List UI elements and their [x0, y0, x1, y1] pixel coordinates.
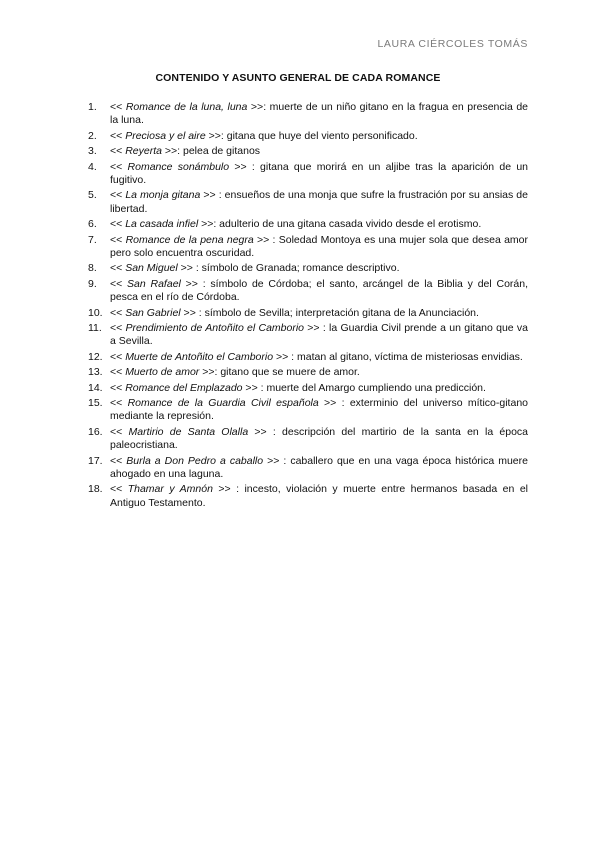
romance-description: : exterminio del universo mítico-gitano mediante la represión.: [110, 397, 528, 423]
list-item: [88, 161, 528, 187]
romance-description: : símbolo de Granada; romance descriptivo.: [192, 262, 400, 275]
romance-title: San Rafael: [127, 277, 181, 290]
item-number: 4.: [88, 160, 97, 173]
close-quote: >>: [248, 425, 267, 438]
item-number: 3.: [88, 145, 97, 158]
close-quote: >>: [205, 129, 221, 142]
list-item: [88, 262, 528, 275]
list-item: [88, 426, 528, 452]
open-quote: <<: [110, 218, 126, 231]
close-quote: >>: [304, 322, 320, 335]
item-number: 6.: [88, 218, 97, 231]
list-item: [88, 307, 528, 320]
romance-description: : símbolo de Córdoba; el santo, arcángel de la Biblia y del Corán, pesca en el río de Córdoba.: [110, 277, 529, 304]
list-item: [88, 382, 528, 395]
item-number: 13.: [88, 366, 103, 379]
romance-title: La casada infiel: [125, 218, 199, 231]
item-number: 11.: [88, 322, 102, 335]
open-quote: <<: [110, 366, 126, 379]
list-item: [88, 218, 528, 231]
close-quote: >>: [247, 101, 264, 113]
romance-title: Preciosa y el aire: [125, 129, 206, 142]
open-quote: <<: [110, 425, 129, 438]
romance-title: Romance de la Guardia Civil española: [127, 397, 319, 410]
open-quote: <<: [110, 145, 126, 158]
romance-description: : descripción del martirio de la santa en la época paleocristiana.: [110, 425, 528, 452]
romance-description: : gitana que huye del viento personificado.: [220, 129, 418, 142]
list-item: [88, 234, 528, 260]
romance-title: Reyerta: [125, 145, 162, 158]
item-number: 8.: [88, 262, 97, 275]
close-quote: >>: [177, 262, 193, 275]
list-item: [88, 322, 528, 348]
romance-description: : ensueños de una monja que sufre la frustración por su ansias de libertad.: [110, 189, 528, 215]
romance-description: : símbolo de Sevilla; interpretación gitana de la Anunciación.: [195, 306, 479, 319]
item-number: 1.: [88, 101, 97, 113]
item-number: 12.: [88, 350, 103, 363]
item-number: 5.: [88, 189, 97, 202]
open-quote: <<: [110, 306, 126, 319]
romance-title: Muerto de amor: [125, 366, 200, 379]
header-author: LAURA CIÉRCOLES TOMÁS: [377, 38, 528, 50]
close-quote: >>: [180, 306, 196, 319]
item-number: 10.: [88, 306, 103, 319]
item-number: 18.: [88, 483, 103, 496]
close-quote: >>: [199, 366, 215, 379]
open-quote: <<: [110, 454, 127, 467]
open-quote: <<: [110, 322, 126, 335]
list-item: [88, 130, 528, 143]
romance-description: : caballero que en una vaga época histórica muere ahogado en una laguna.: [110, 454, 528, 480]
list-item: [88, 101, 528, 127]
item-number: 16.: [88, 425, 103, 438]
list-item: [88, 189, 528, 215]
romance-description: : la Guardia Civil prende a un gitano que va a Sevilla.: [110, 322, 528, 348]
romance-title: Romance de la pena negra: [125, 233, 254, 246]
list-item: [88, 455, 528, 481]
open-quote: <<: [110, 397, 128, 410]
romance-description: : matan al gitano, víctima de misteriosas envidias.: [288, 350, 523, 363]
romance-title: Burla a Don Pedro a caballo: [126, 454, 264, 467]
close-quote: >>: [198, 218, 214, 231]
open-quote: <<: [110, 129, 126, 142]
romance-title: Romance del Emplazado: [125, 381, 243, 394]
romance-title: Romance de la luna, luna: [125, 101, 248, 113]
romance-list: [88, 101, 528, 512]
close-quote: >>: [273, 350, 289, 363]
item-number: 9.: [88, 277, 97, 290]
list-item: [88, 351, 528, 364]
list-item: [88, 278, 528, 304]
romance-description: : muerte de un niño gitano en la fragua en presencia de la luna.: [110, 101, 529, 127]
romance-description: : incesto, violación y muerte entre hermanos basada en el Antiguo Testamento.: [110, 483, 528, 509]
close-quote: >>: [263, 454, 280, 467]
romance-description: : Soledad Montoya es una mujer sola que desea amor pero solo encuentra oscuridad.: [110, 233, 529, 259]
open-quote: <<: [110, 189, 126, 202]
close-quote: >>: [318, 397, 337, 410]
romance-title: San Miguel: [125, 262, 178, 275]
romance-title: Martirio de Santa Olalla: [128, 425, 249, 438]
romance-title: La monja gitana: [125, 189, 201, 202]
close-quote: >>: [200, 189, 216, 202]
close-quote: >>: [161, 145, 178, 158]
open-quote: <<: [110, 483, 128, 496]
list-item: [88, 483, 528, 509]
romance-description: : muerte del Amargo cumpliendo una predicción.: [257, 381, 486, 394]
list-item: [88, 366, 528, 379]
item-number: 14.: [88, 381, 103, 394]
romance-description: : pelea de gitanos: [177, 145, 261, 158]
document-title: CONTENIDO Y ASUNTO GENERAL DE CADA ROMANCE: [155, 72, 441, 84]
close-quote: >>: [180, 277, 198, 290]
item-number: 15.: [88, 397, 103, 410]
open-quote: <<: [110, 350, 126, 363]
romance-title: Prendimiento de Antoñito el Camborio: [125, 322, 305, 335]
item-number: 2.: [88, 129, 97, 142]
romance-title: Muerte de Antoñito el Camborio: [125, 350, 274, 363]
item-number: 17.: [88, 454, 103, 467]
romance-title: San Gabriel: [125, 306, 181, 319]
list-item: [88, 145, 528, 158]
open-quote: <<: [110, 233, 126, 246]
close-quote: >>: [242, 381, 258, 394]
close-quote: >>: [253, 233, 270, 246]
list-item: [88, 397, 528, 423]
open-quote: <<: [110, 160, 128, 173]
romance-title: Thamar y Amnón: [127, 483, 213, 496]
romance-description: : gitano que se muere de amor.: [214, 366, 360, 379]
close-quote: >>: [212, 483, 231, 496]
item-number: 7.: [88, 233, 97, 246]
open-quote: <<: [110, 381, 126, 394]
romance-description: : adulterio de una gitana casada vivido desde el erotismo.: [213, 218, 482, 231]
open-quote: <<: [110, 101, 126, 113]
open-quote: <<: [110, 262, 126, 275]
romance-description: : gitana que morirá en un aljibe tras la aparición de un fugitivo.: [110, 160, 528, 186]
open-quote: <<: [110, 277, 128, 290]
romance-title: Romance sonámbulo: [127, 160, 230, 173]
close-quote: >>: [229, 160, 247, 173]
